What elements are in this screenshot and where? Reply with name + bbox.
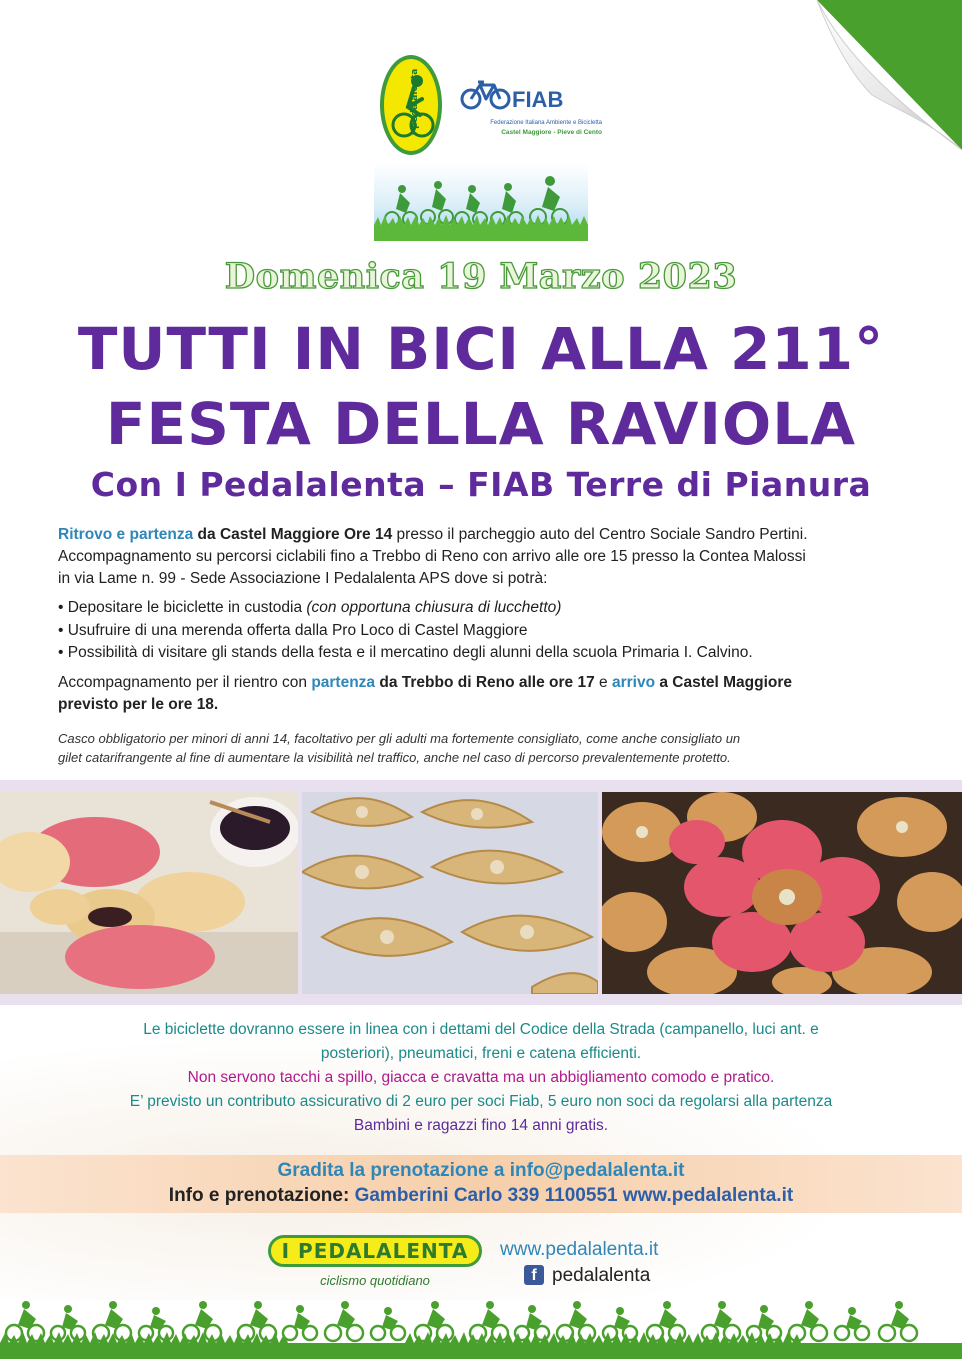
return-paragraph	[58, 672, 908, 716]
page-curl-decoration	[757, 0, 962, 205]
rules-line-1: Le biciclette dovranno essere in linea con i dettami del Codice della Strada (campanello, luci ant. e	[143, 1021, 819, 1038]
fiab-subtitle: Federazione Italiana Ambiente e Bicicletta	[490, 120, 602, 126]
facebook-icon[interactable]: f	[524, 1265, 544, 1285]
note-line-1: Casco obbligatorio per minori di anni 14, facoltativo per gli adulti ma fortemente consigliato, come anche consigliato un	[58, 731, 741, 746]
return-arrivo: arrivo	[611, 674, 656, 691]
intro-line-2: Accompagnamento su percorsi ciclabili fino a Trebbo di Reno con arrivo alle ore 15 presso la Contea Malossi	[58, 548, 806, 565]
info-line	[0, 1185, 962, 1207]
cyclists-silhouette-icon	[374, 163, 588, 241]
bullet-text: • Usufruire di una merenda offerta dalla Pro Loco di Castel Maggiore	[58, 621, 528, 639]
raviole-photo-2	[302, 792, 598, 994]
fiab-title: FIAB	[512, 87, 564, 112]
facebook-handle[interactable]: pedalalenta	[552, 1265, 651, 1286]
list-item	[58, 620, 918, 643]
intro-paragraph	[58, 524, 908, 590]
ritrovo-rest: presso il parcheggio auto del Centro Sociale Sandro Pertini.	[396, 526, 808, 543]
list-item	[58, 597, 918, 620]
ritrovo-from: da Castel Maggiore Ore 14	[197, 526, 393, 543]
raviole-photo-3	[602, 792, 962, 994]
headline-line-3: Con I Pedalalenta – FIAB Terre di Pianura	[90, 465, 872, 504]
list-item	[58, 642, 918, 665]
header-logos	[380, 55, 602, 165]
bicycle-icon	[460, 79, 512, 111]
intro-line-3: in via Lame n. 99 - Sede Associazione I Pedalalenta APS dove si potrà:	[58, 570, 548, 587]
note-line-2: gilet catarifrangente al fine di aumentare la visibilità nel traffico, anche nel caso di percorso prevalentemente protetto.	[58, 750, 731, 765]
website-link[interactable]: www.pedalalenta.it	[500, 1239, 659, 1260]
cyclists-border-icon	[0, 1295, 962, 1359]
brand-tagline: ciclismo quotidiano	[320, 1273, 430, 1288]
return-partenza: partenza	[311, 674, 376, 691]
booking-line: Gradita la prenotazione a info@pedalalenta.it	[277, 1160, 685, 1181]
info-details: Gamberini Carlo 339 1100551 www.pedalalenta.it	[354, 1185, 794, 1206]
helmet-note	[58, 729, 918, 767]
rules-line-2: posteriori), pneumatici, freni e catena efficienti.	[320, 1045, 642, 1062]
return-to: a Castel Maggiore	[659, 674, 793, 691]
ritrovo-label: Ritrovo e partenza	[58, 526, 194, 543]
raviole-photo-1	[0, 792, 298, 994]
bullet-text: • Possibilità di visitare gli stands della festa e il mercatino degli alunni della scuola Primaria I. Calvino.	[58, 644, 753, 661]
bullet-text: • Depositare le biciclette in custodia	[58, 599, 307, 616]
rules-line-5: Bambini e ragazzi fino 14 anni gratis.	[353, 1117, 609, 1134]
return-e: e	[599, 674, 608, 691]
return-pre: Accompagnamento per il rientro con	[58, 674, 307, 691]
pedalalenta-brand-pill: I PEDALALENTA	[268, 1235, 482, 1267]
headline-line-1: TUTTI IN BICI ALLA 211°	[77, 315, 885, 383]
pedalalenta-oval-logo	[380, 55, 442, 155]
rules-line-3: Non servono tacchi a spillo, giacca e cravatta ma un abbigliamento comodo e pratico.	[187, 1069, 775, 1086]
logo-oval-text: I pedalalenta	[410, 68, 420, 136]
headline-line-2: FESTA DELLA RAVIOLA	[105, 390, 857, 458]
return-line-2: previsto per le ore 18.	[58, 696, 219, 713]
info-label: Info e prenotazione:	[168, 1185, 350, 1206]
event-date: Domenica 19 Marzo 2023	[224, 256, 738, 297]
rules-line-4: E’ previsto un contributo assicurativo di 2 euro per soci Fiab, 5 euro non soci da regolarsi alla partenza	[129, 1093, 833, 1110]
activities-list	[58, 597, 918, 665]
return-from: da Trebbo di Reno alle ore 17	[379, 674, 595, 691]
fiab-location: Castel Maggiore - Pieve di Cento	[501, 129, 602, 136]
bullet-italic: (con opportuna chiusura di lucchetto)	[306, 599, 562, 616]
